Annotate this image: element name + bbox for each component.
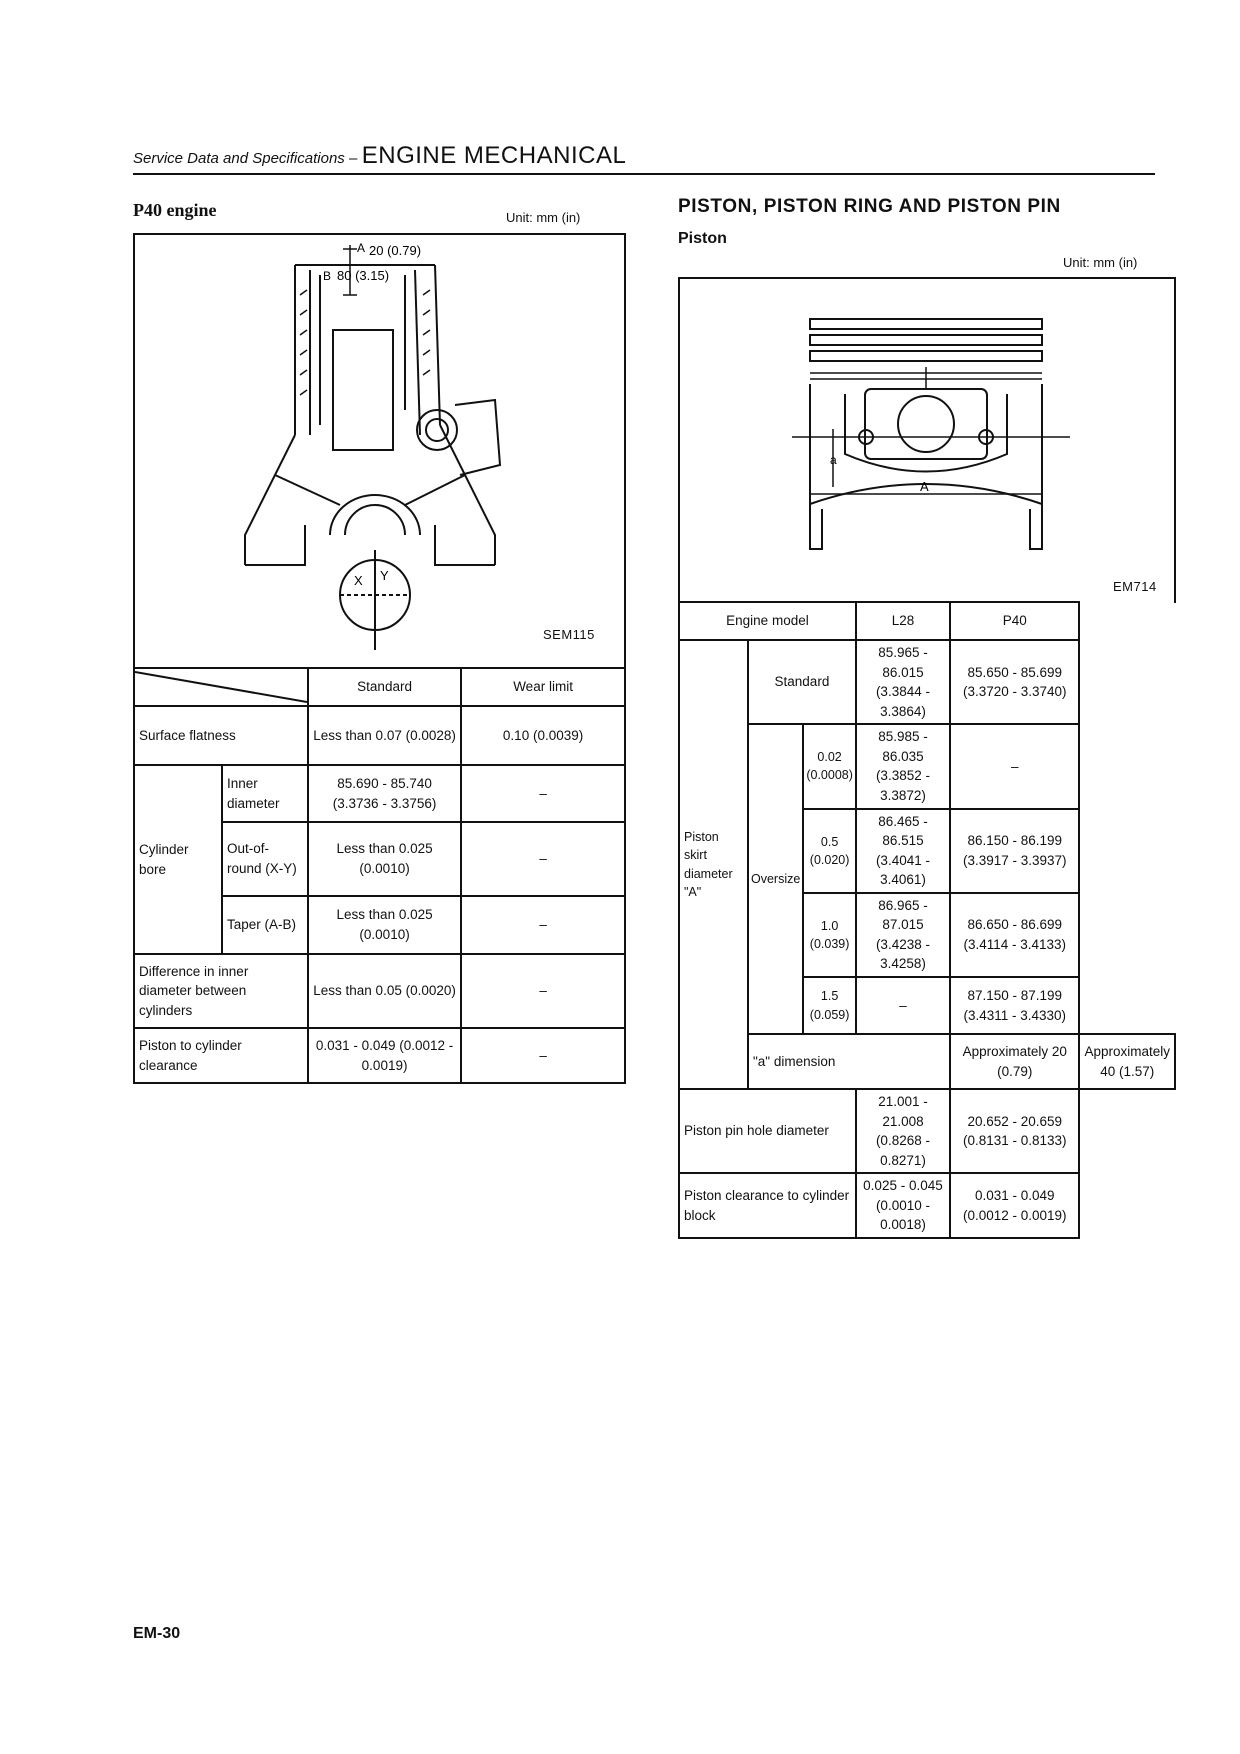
piston-clearance-l28: 0.025 - 0.045 (0.0010 - 0.0018) xyxy=(856,1173,950,1238)
col-l28-header: L28 xyxy=(856,602,950,640)
cylinder-block-drawing xyxy=(135,235,624,669)
difference-wear: – xyxy=(461,954,625,1028)
piston-clearance-label: Piston clearance to cylinder block xyxy=(679,1173,856,1238)
header-italic: Service Data and Specifications – xyxy=(133,150,358,167)
col-p40-header: P40 xyxy=(950,602,1079,640)
out-of-round-label: Out-of-round (X-Y) xyxy=(222,822,308,896)
fig-label-b: B xyxy=(323,269,332,283)
oversize-1-p40: – xyxy=(950,724,1079,808)
piston-figure xyxy=(678,277,1176,603)
surface-flatness-standard: Less than 0.07 (0.0028) xyxy=(308,706,461,765)
pin-hole-label: Piston pin hole diameter xyxy=(679,1089,856,1173)
clearance-wear: – xyxy=(461,1028,625,1083)
standard-label: Standard xyxy=(748,640,856,724)
table-corner-cell xyxy=(134,668,308,706)
right-title: PISTON, PISTON RING AND PISTON PIN xyxy=(678,196,1061,217)
a-dimension-l28: Approximately 20 (0.79) xyxy=(950,1034,1079,1089)
oversize-4-label: 1.5 (0.059) xyxy=(803,977,856,1034)
taper-wear: – xyxy=(461,896,625,954)
oversize-3-l28: 86.965 - 87.015 (3.4238 - 3.4258) xyxy=(856,893,950,977)
page-number: EM-30 xyxy=(133,1625,181,1642)
page-header xyxy=(133,142,626,170)
inner-diameter-label: Inner diameter xyxy=(222,765,308,822)
right-figure-code: EM714 xyxy=(1113,579,1157,594)
oversize-label: Oversize xyxy=(748,724,803,1034)
difference-standard: Less than 0.05 (0.0020) xyxy=(308,954,461,1028)
piston-clearance-p40: 0.031 - 0.049 (0.0012 - 0.0019) xyxy=(950,1173,1079,1238)
inner-diameter-standard: 85.690 - 85.740 (3.3736 - 3.3756) xyxy=(308,765,461,822)
taper-label: Taper (A-B) xyxy=(222,896,308,954)
oversize-1-l28: 85.985 - 86.035 (3.3852 - 3.3872) xyxy=(856,724,950,808)
piston-table xyxy=(678,601,1176,1239)
right-subtitle: Piston xyxy=(678,230,727,247)
piston-drawing xyxy=(680,279,1174,603)
col-wear-header: Wear limit xyxy=(461,668,625,706)
a-dimension-p40: Approximately 40 (1.57) xyxy=(1079,1034,1175,1089)
header-rule xyxy=(133,173,1155,175)
pin-hole-l28: 21.001 - 21.008 (0.8268 - 0.8271) xyxy=(856,1089,950,1173)
skirt-diameter-label: Piston skirt diameter "A" xyxy=(679,640,748,1089)
clearance-standard: 0.031 - 0.049 (0.0012 - 0.0019) xyxy=(308,1028,461,1083)
standard-l28: 85.965 - 86.015 (3.3844 - 3.3864) xyxy=(856,640,950,724)
oversize-3-label: 1.0 (0.039) xyxy=(803,893,856,977)
fig-dim-a: 20 (0.79) xyxy=(369,243,422,258)
oversize-4-p40: 87.150 - 87.199 (3.4311 - 3.4330) xyxy=(950,977,1079,1034)
difference-label: Difference in inner diameter between cylinders xyxy=(134,954,308,1028)
taper-standard: Less than 0.025 (0.0010) xyxy=(308,896,461,954)
piston-label-a: A xyxy=(920,479,929,494)
col-standard-header: Standard xyxy=(308,668,461,706)
out-of-round-wear: – xyxy=(461,822,625,896)
right-unit: Unit: mm (in) xyxy=(1063,255,1138,270)
left-title: P40 engine xyxy=(133,200,217,220)
oversize-3-p40: 86.650 - 86.699 (3.4114 - 3.4133) xyxy=(950,893,1079,977)
left-figure-code: SEM115 xyxy=(543,627,595,642)
standard-p40: 85.650 - 85.699 (3.3720 - 3.3740) xyxy=(950,640,1079,724)
corner-diagonal xyxy=(135,669,307,705)
a-dimension-label: "a" dimension xyxy=(748,1034,950,1089)
header-main: ENGINE MECHANICAL xyxy=(361,142,627,169)
fig-label-a: A xyxy=(357,241,366,255)
left-unit: Unit: mm (in) xyxy=(506,210,581,225)
cylinder-block-table xyxy=(133,667,626,1084)
oversize-2-p40: 86.150 - 86.199 (3.3917 - 3.3937) xyxy=(950,809,1079,893)
engine-model-header: Engine model xyxy=(679,602,856,640)
surface-flatness-label: Surface flatness xyxy=(134,706,308,765)
surface-flatness-wear: 0.10 (0.0039) xyxy=(461,706,625,765)
out-of-round-standard: Less than 0.025 (0.0010) xyxy=(308,822,461,896)
fig-dim-b: 80 (3.15) xyxy=(337,268,390,283)
inner-diameter-wear: – xyxy=(461,765,625,822)
cylinder-bore-label: Cylinder bore xyxy=(134,765,222,954)
oversize-2-label: 0.5 (0.020) xyxy=(803,809,856,893)
oversize-1-label: 0.02 (0.0008) xyxy=(803,724,856,808)
oversize-4-l28: – xyxy=(856,977,950,1034)
fig-label-y: Y xyxy=(380,568,389,583)
piston-label-a-small: a xyxy=(830,453,837,467)
clearance-label: Piston to cylinder clearance xyxy=(134,1028,308,1083)
pin-hole-p40: 20.652 - 20.659 (0.8131 - 0.8133) xyxy=(950,1089,1079,1173)
cylinder-block-figure xyxy=(133,233,626,669)
fig-label-x: X xyxy=(354,573,363,588)
oversize-2-l28: 86.465 - 86.515 (3.4041 - 3.4061) xyxy=(856,809,950,893)
